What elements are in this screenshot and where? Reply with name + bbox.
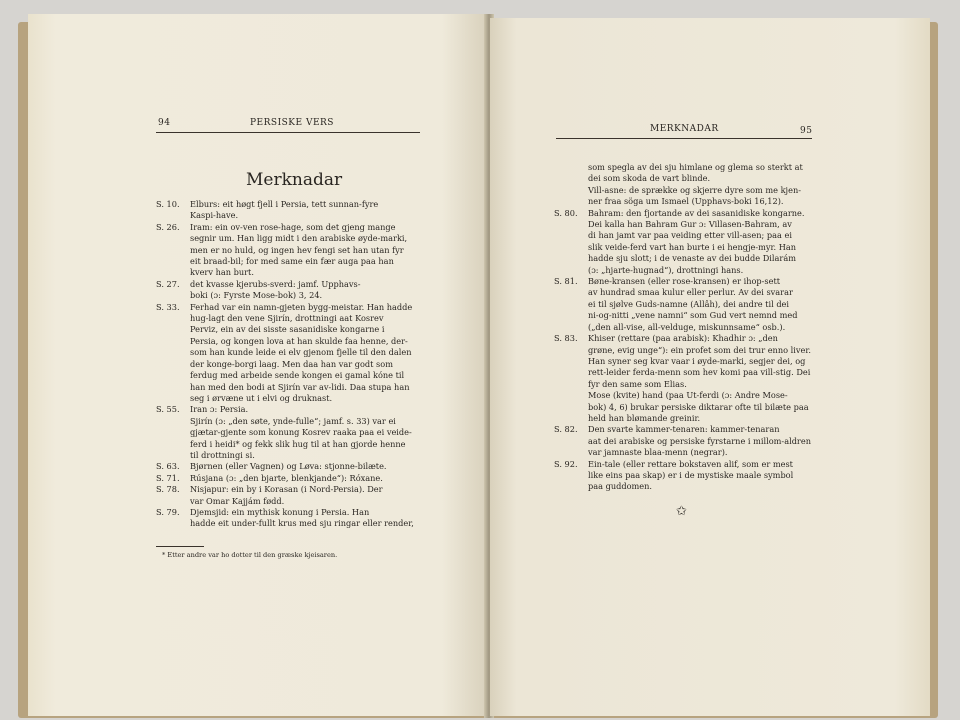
note-line: var Omar Kajjám fødd. [190,495,285,506]
note-entry [554,276,812,287]
note-ref: S. 81. [554,276,578,287]
note-entry [156,199,420,210]
note-entry [156,473,420,484]
note-ref: S. 33. [156,301,180,312]
left-header-rule [156,132,420,133]
note-line: (ɔ: „hjarte-hugnad“), drottningi hans. [588,264,744,275]
note-entry [554,459,812,470]
right-page-number: 95 [800,126,813,136]
note-line: ni-og-nitti „vene namni“ som Gud vert nemnd med [588,310,798,321]
note-line: („den all-vise, all-velduge, miskunnsame“ osb.). [588,321,786,332]
note-line: der konge-borgi laag. Men daa han var godt som [190,358,393,369]
note-line: hug-lagt den vene Sjirín, drottningi aat Kosrev [190,313,384,324]
note-line: grøne, evig unge“): ein profet som dei trur enno liver. [588,344,811,355]
note-line: gjætar-gjente som konung Kosrev raaka paa ei veide- [190,427,412,438]
note-line: hadde sju slott; i de venaste av dei budde Dilarám [588,253,796,264]
footnote: * Etter andre var ho dotter til den græske kjeisaren. [162,551,338,559]
note-entry [554,208,812,219]
note-line: segnir um. Han ligg midt i den arabiske øyde-marki, [190,233,408,244]
note-line: Dei kalla han Bahram Gur ɔ: Villasen-Bahram, av [588,219,792,230]
note-line: Nisjapur: ein by i Korasan (i Nord-Persia). Der [190,484,383,495]
left-page-number: 94 [158,118,171,128]
note-line: slik veide-ferd vart han burte i ei hengje-myr. Han [588,241,797,252]
note-line: Perviz, ein av dei sisste sasanidiske kongarne i [190,324,385,335]
note-ref: S. 63. [156,461,180,472]
note-entry [156,507,420,518]
note-ref: S. 83. [554,333,578,344]
left-notes [156,199,420,530]
note-entry [156,404,420,415]
note-line: ner fraa söga um Ismael (Upphavs-boki 16,12). [588,196,784,207]
note-ref: S. 78. [156,484,180,495]
note-line: like eins paa skap) er i de mystiske maale symbol [588,469,794,480]
note-line: Den svarte kammer-tenaren: kammer-tenaran [588,424,780,435]
note-line: kverv han burt. [190,267,254,278]
note-line: Bahram: den fjortande av dei sasanidiske kongarne. [588,207,805,218]
note-line: var jamnaste blaa-menn (negrar). [588,447,728,458]
note-line: Bøne-kransen (eller rose-kransen) er ihop-sett [588,276,781,287]
note-line: bok) 4, 6) brukar persiske diktarar ofte til bilæte paa [588,401,809,412]
note-line: Mose (kvite) hand (paa Ut-ferdi (ɔ: Andre Mose- [588,390,788,401]
note-line: Ein-tale (eller rettare bokstaven alif, som er mest [588,458,793,469]
note-ref: S. 10. [156,199,180,209]
note-line: seg i ørvæne ut i elvi og druknast. [190,392,333,403]
note-line: Elburs: eit høgt fjell i Persia, tett sunnan-fyre [190,199,379,209]
note-line: hadde eit under-fullt krus med sju ringar eller render, [190,518,414,529]
note-line: Persia, og kongen lova at han skulde faa henne, der- [190,335,408,346]
note-entry [156,484,420,495]
note-line: Iran ɔ: Persia. [190,404,249,415]
note-line: ei til sjølve Guds-namne (Allâh), dei andre til dei [588,298,790,309]
note-line: ferdug med arbeide sende kongen ei gamal kóne til [190,370,405,381]
note-line: han med den bodi at Sjirín var av-lidi. Daa stupa han [190,381,410,392]
note-entry [156,222,420,233]
note-line: di han jamt var paa veiding etter vill-asen; paa ei [588,230,792,241]
note-line: Vill-asne: de sprække og skjerre dyre som me kjen- [588,184,801,195]
note-line: Kaspi-have. [190,210,239,221]
note-line: av hundrad smaa kulur eller perlur. Av dei svarar [588,287,793,298]
note-line: paa guddomen. [588,481,653,492]
note-line: Rúsjana (ɔ: „den bjarte, blenkjande“): Róxane. [190,472,383,483]
note-line: fyr den same som Elias. [588,378,687,389]
note-line: rett-leider ferda-menn som hev komi paa vill-stig. Dei [588,367,811,378]
left-page [28,14,488,716]
right-running-head: MERKNADAR [650,124,719,134]
note-line: Khiser (rettare (paa arabisk): Khadhir ɔ: „den [588,333,778,344]
note-line: til drottningi si. [190,449,255,460]
note-line: Bjørnen (eller Vagnen) og Løva: stjonne-bilæte. [190,461,387,472]
note-line: eit braad-bil; for med same ein fær auga paa han [190,256,394,267]
star-ornament-icon: ✩ [676,504,687,519]
note-ref: S. 71. [156,472,180,483]
right-notes [554,162,812,493]
note-line: Iram: ein ov-ven rose-hage, som det gjeng mange [190,221,396,232]
note-line: ferd i heidi* og fekk slik hug til at han gjorde henne [190,438,406,449]
note-ref: S. 79. [156,506,180,517]
note-entry [554,333,812,344]
footnote-rule [156,546,204,547]
note-line: Han syner seg kvar vaar i øyde-marki, segjer dei, og [588,355,806,366]
note-ref: S. 27. [156,278,180,289]
note-line: men er no huld, og ingen hev fengi set han utan fyr [190,244,404,255]
note-ref: S. 92. [554,458,578,469]
note-line: Sjirín (ɔ: „den søte, ynde-fulle“; jamf. s. 33) var ei [190,415,396,426]
note-line: Ferhad var ein namn-gjeten bygg-meistar. Han hadde [190,301,413,312]
left-running-head: PERSISKE VERS [250,118,334,128]
note-line: Djemsjid: ein mythisk konung i Persia. Han [190,506,370,517]
note-line: som spegla av dei sju himlane og glema so sterkt at [588,162,803,172]
page-title: Merknadar [246,170,343,190]
note-line: aat dei arabiske og persiske fyrstarne i millom-aldren [588,435,811,446]
note-line: held han blømande greinir. [588,412,701,423]
right-page [490,18,930,716]
note-line: dei som skoda de vart blinde. [588,173,711,184]
note-entry [554,424,812,435]
note-line: som han kunde leide ei elv gjenom fjelle til den dalen [190,347,412,358]
note-line: det kvasse kjerubs-sverd: jamf. Upphavs- [190,278,361,289]
note-entry [156,279,420,290]
note-entry [156,461,420,472]
note-entry [156,302,420,313]
note-line: boki (ɔ: Fyrste Mose-bok) 3, 24. [190,290,323,301]
note-ref: S. 80. [554,207,578,218]
note-ref: S. 26. [156,221,180,232]
note-ref: S. 82. [554,424,578,435]
right-header-rule [556,138,812,139]
note-ref: S. 55. [156,404,180,415]
